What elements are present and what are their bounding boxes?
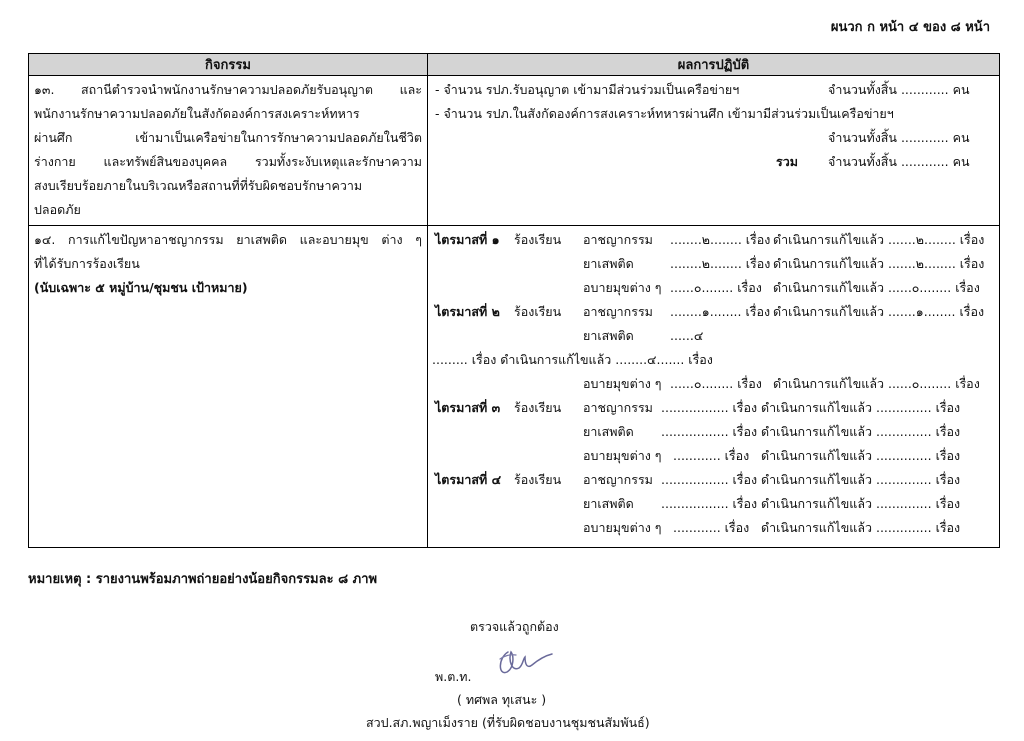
complaint-count: ................. เรื่อง bbox=[661, 424, 758, 439]
activity-line: พนักงานรักษาความปลอดภัยในสังกัดองค์การสงเคราะห์ทหาร bbox=[34, 106, 360, 121]
solved-count: ดำเนินการแก้ไขแล้ว .............. เรื่อง bbox=[761, 400, 961, 415]
solved-count: ดำเนินการแก้ไขแล้ว .......๒........ เรื่อง bbox=[773, 232, 985, 247]
complaint-count: ......๔ bbox=[670, 328, 704, 343]
complaint-count: ........๒........ เรื่อง bbox=[670, 256, 771, 271]
report-table bbox=[28, 53, 1000, 548]
quarter-label: ไตรมาสที่ ๓ bbox=[435, 400, 501, 415]
verified-label: ตรวจแล้วถูกต้อง bbox=[470, 619, 559, 634]
activity-cell-14 bbox=[29, 226, 428, 548]
solved-count: ดำเนินการแก้ไขแล้ว .............. เรื่อง bbox=[761, 448, 961, 463]
complaint-label: ร้องเรียน bbox=[514, 304, 562, 319]
activity-line: ๑๔. การแก้ไขปัญหาอาชญากรรม ยาเสพติด และอบายมุข ต่าง ๆ bbox=[34, 232, 422, 247]
category-label: ยาเสพติด bbox=[583, 256, 634, 271]
officer-position: สวป.สภ.พญาเม็งราย (ที่รับผิดชอบงานชุมชนสัมพันธ์) bbox=[366, 715, 650, 730]
activity-line: ที่ได้รับการร้องเรียน bbox=[34, 256, 140, 271]
activity-line: ผ่านศึก เข้ามาเป็นเครือข่ายในการรักษาความปลอดภัยในชีวิต bbox=[34, 130, 422, 145]
solved-count: ดำเนินการแก้ไขแล้ว .......๒........ เรื่อง bbox=[773, 256, 985, 271]
category-label: ยาเสพติด bbox=[583, 496, 634, 511]
result-cell-14 bbox=[428, 226, 1000, 548]
column-header-activity: กิจกรรม bbox=[29, 54, 428, 76]
complaint-count: ................. เรื่อง bbox=[661, 472, 758, 487]
quarter-label: ไตรมาสที่ ๑ bbox=[435, 232, 500, 247]
category-label: อบายมุขต่าง ๆ bbox=[583, 448, 662, 463]
activity-line: ร่างกาย และทรัพย์สินของบุคคล รวมทั้งระงับเหตุและรักษาความ bbox=[34, 154, 422, 169]
complaint-count: ........๑........ เรื่อง bbox=[670, 304, 771, 319]
officer-rank: พ.ต.ท. bbox=[435, 669, 472, 684]
complaint-label: ร้องเรียน bbox=[514, 400, 562, 415]
activity-line: ปลอดภัย bbox=[34, 202, 81, 217]
quarter-label: ไตรมาสที่ ๔ bbox=[435, 472, 502, 487]
solved-count: ดำเนินการแก้ไขแล้ว ......๐........ เรื่อง bbox=[773, 280, 980, 295]
footnote: หมายเหตุ : รายงานพร้อมภาพถ่ายอย่างน้อยกิจกรรมละ ๘ ภาพ bbox=[28, 572, 378, 587]
complaint-count: ............ เรื่อง bbox=[673, 448, 750, 463]
category-label: อาชญากรรม bbox=[583, 472, 653, 487]
solved-count: ดำเนินการแก้ไขแล้ว ......๐........ เรื่อง bbox=[773, 376, 980, 391]
solved-count: ดำเนินการแก้ไขแล้ว .............. เรื่อง bbox=[761, 472, 961, 487]
solved-count: ดำเนินการแก้ไขแล้ว .......๑........ เรื่อง bbox=[773, 304, 985, 319]
page-header: ผนวก ก หน้า ๔ ของ ๘ หน้า bbox=[830, 20, 990, 35]
complaint-count: ......๐........ เรื่อง bbox=[670, 280, 762, 295]
category-label: อาชญากรรม bbox=[583, 400, 653, 415]
category-label: อบายมุขต่าง ๆ bbox=[583, 520, 662, 535]
activity-note: (นับเฉพาะ ๕ หมู่บ้าน/ชุมชน เป้าหมาย) bbox=[34, 280, 248, 295]
total-count: จำนวนทั้งสิ้น ............ คน bbox=[828, 130, 970, 145]
total-count: จำนวนทั้งสิ้น ............ คน bbox=[828, 154, 970, 169]
signature-image bbox=[492, 638, 562, 680]
activity-cell-13 bbox=[29, 76, 428, 226]
category-label: อาชญากรรม bbox=[583, 232, 653, 247]
category-label: ยาเสพติด bbox=[583, 424, 634, 439]
category-label: ยาเสพติด bbox=[583, 328, 634, 343]
complaint-count: ................. เรื่อง bbox=[661, 496, 758, 511]
solved-count: ดำเนินการแก้ไขแล้ว .............. เรื่อง bbox=[761, 424, 961, 439]
officer-name: ( ทศพล ทุเสนะ ) bbox=[457, 692, 547, 707]
category-label: อบายมุขต่าง ๆ bbox=[583, 280, 662, 295]
result-cell-13 bbox=[428, 76, 1000, 226]
complaint-count: ................. เรื่อง bbox=[661, 400, 758, 415]
quarter-label: ไตรมาสที่ ๒ bbox=[435, 304, 500, 319]
activity-line: สงบเรียบร้อยภายในบริเวณหรือสถานที่ที่รับผิดชอบรักษาความ bbox=[34, 178, 363, 193]
complaint-count: ............ เรื่อง bbox=[673, 520, 750, 535]
sum-label: รวม bbox=[776, 154, 798, 169]
total-count: จำนวนทั้งสิ้น ............ คน bbox=[828, 82, 970, 97]
category-label: อาชญากรรม bbox=[583, 304, 653, 319]
activity-line: ๑๓. สถานีตำรวจนำพนักงานรักษาความปลอดภัยรับอนุญาต และ bbox=[34, 82, 422, 97]
complaint-label: ร้องเรียน bbox=[514, 472, 562, 487]
complaint-label: ร้องเรียน bbox=[514, 232, 562, 247]
complaint-count: ......๐........ เรื่อง bbox=[670, 376, 762, 391]
column-header-result: ผลการปฏิบัติ bbox=[428, 54, 1000, 76]
complaint-count: ........๒........ เรื่อง bbox=[670, 232, 771, 247]
result-line: - จำนวน รปภ.รับอนุญาต เข้ามามีส่วนร่วมเป็นเครือข่ายฯ bbox=[435, 82, 740, 97]
solved-count: ดำเนินการแก้ไขแล้ว .............. เรื่อง bbox=[761, 520, 961, 535]
solved-count: ดำเนินการแก้ไขแล้ว .............. เรื่อง bbox=[761, 496, 961, 511]
result-line: - จำนวน รปภ.ในสังกัดองค์การสงเคราะห์ทหารผ่านศึก เข้ามามีส่วนร่วมเป็นเครือข่ายฯ bbox=[435, 106, 894, 121]
solved-count: ......... เรื่อง ดำเนินการแก้ไขแล้ว ........๔....... เรื่อง bbox=[432, 352, 713, 367]
category-label: อบายมุขต่าง ๆ bbox=[583, 376, 662, 391]
